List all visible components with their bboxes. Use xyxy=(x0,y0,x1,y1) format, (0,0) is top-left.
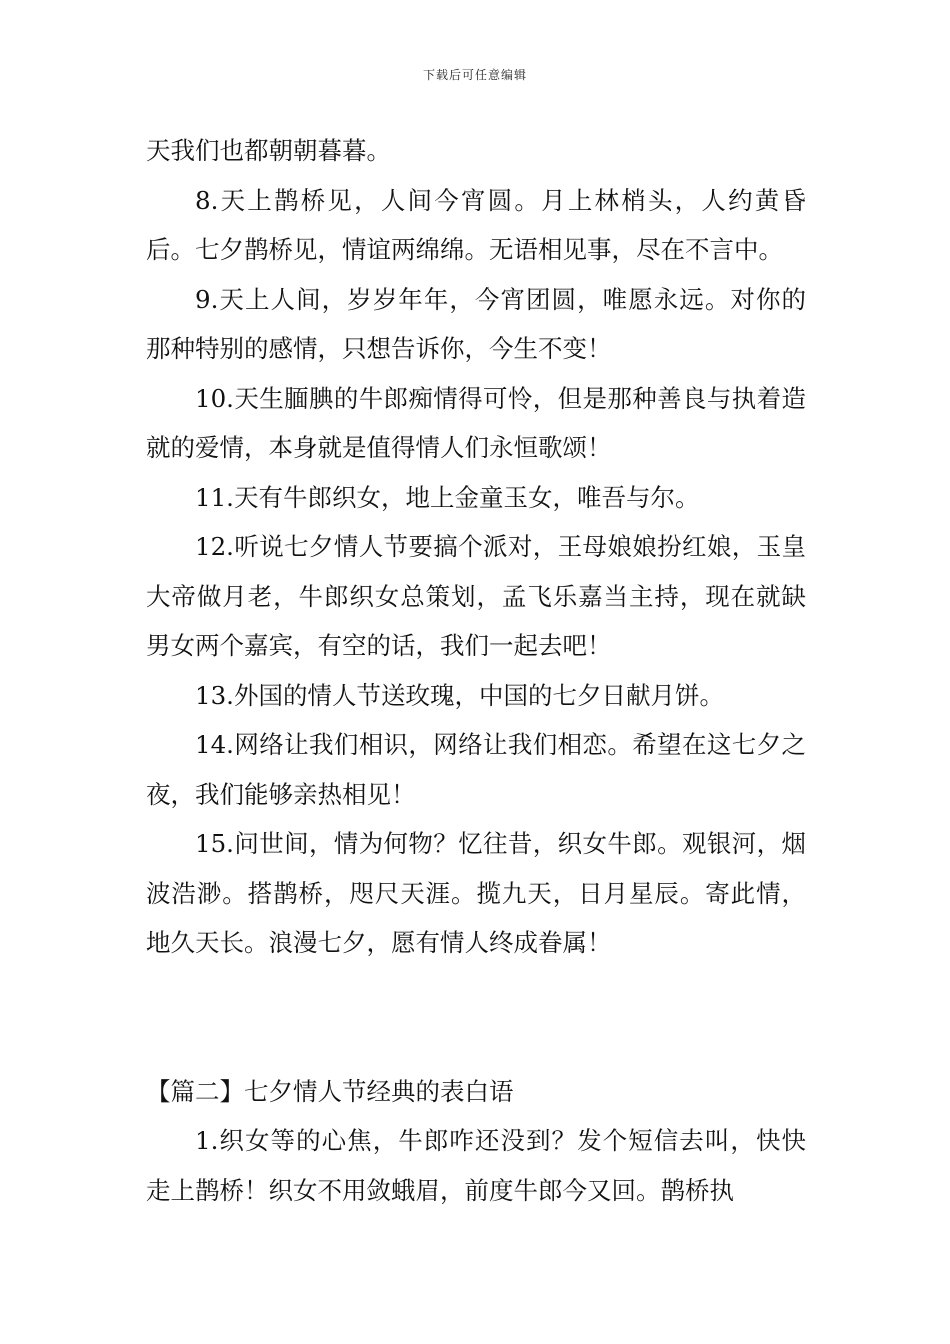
paragraph-continuation: 天我们也都朝朝暮暮。 xyxy=(146,136,391,165)
paragraph-item-12: 12.听说七夕情人节要搞个派对，王母娘娘扮红娘，玉皇大帝做月老，牛郎织女总策划，孟飞乐嘉当主持，现在就缺男女两个嘉宾，有空的话，我们一起去吧！ xyxy=(146,532,806,660)
section-title: 【篇二】七夕情人节经典的表白语 xyxy=(146,1076,514,1106)
paragraph-item-1: 1.织女等的心焦，牛郎咋还没到？发个短信去叫，快快走上鹊桥！织女不用敛蛾眉，前度牛郎今又回。鹊桥执 xyxy=(146,1126,806,1205)
paragraph-item-11: 11.天有牛郎织女，地上金童玉女，唯吾与尔。 xyxy=(195,482,700,512)
paragraph-item-10: 10.天生腼腆的牛郎痴情得可怜，但是那种善良与执着造就的爱情，本身就是值得情人们永恒歌颂！ xyxy=(146,383,806,462)
paragraph-item-9: 9.天上人间，岁岁年年，今宵团圆，唯愿永远。对你的那种特别的感情，只想告诉你，今生不变！ xyxy=(146,284,806,363)
document-body xyxy=(146,126,806,1215)
paragraph-item-15: 15.问世间，情为何物？忆往昔，织女牛郎。观银河，烟波浩渺。搭鹊桥，咫尺天涯。揽九天，日月星辰。寄此情，地久天长。浪漫七夕，愿有情人终成眷属！ xyxy=(146,829,806,957)
page-header: 下载后可任意编辑 xyxy=(422,68,527,82)
paragraph-item-14: 14.网络让我们相识，网络让我们相恋。希望在这七夕之夜，我们能够亲热相见！ xyxy=(146,730,806,809)
paragraph-item-13: 13.外国的情人节送玫瑰，中国的七夕日献月饼。 xyxy=(195,680,724,710)
section-gap xyxy=(146,968,806,1067)
paragraph-item-8: 8.天上鹊桥见，人间今宵圆。月上林梢头，人约黄昏后。七夕鹊桥见，情谊两绵绵。无语相见事，尽在不言中。 xyxy=(146,185,806,264)
